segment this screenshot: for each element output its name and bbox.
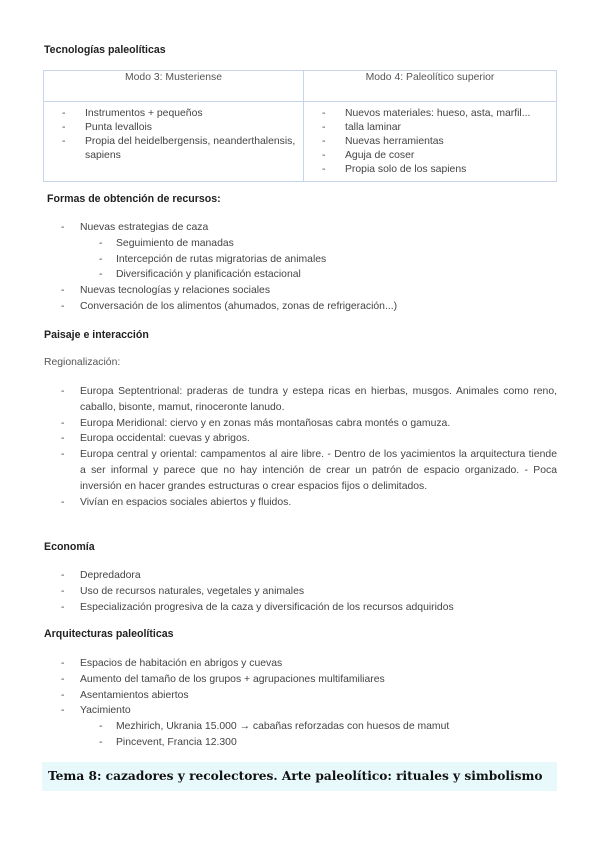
list-item: - Europa Meridional: ciervo y en zonas más montañosas cabra montés o gamuza.: [61, 417, 451, 429]
subheading-regionalizacion: Regionalización:: [44, 357, 121, 368]
table-cell-modo3: [44, 102, 304, 182]
next-topic-banner: Tema 8: cazadores y recolectores. Arte paleolítico: rituales y simbolismo: [42, 762, 557, 791]
list-item: - Propia del heidelbergensis, neanderthalensis, sapiens: [62, 136, 296, 161]
list-item: - Especialización progresiva de la caza y diversificación de los recursos adquiridos: [61, 601, 454, 613]
list-item: - Uso de recursos naturales, vegetales y animales: [61, 585, 305, 597]
heading-economia: Economía: [44, 541, 95, 553]
list-item: - Aguja de coser: [322, 150, 415, 161]
list-item: - Instrumentos + pequeños: [62, 108, 203, 119]
list-item: - Nuevas estrategias de caza: [61, 222, 209, 233]
list-formas: [44, 220, 557, 315]
table-header-modo3: Modo 3: Musteriense: [44, 71, 304, 102]
list-item: - Mezhirich, Ukrania 15.000 → cabañas reforzadas con huesos de mamut: [99, 721, 450, 733]
list-item: - Propia solo de los sapiens: [322, 164, 467, 175]
list-item: - Diversificación y planificación estacional: [99, 269, 301, 281]
list-item: - Depredadora: [61, 570, 141, 581]
list-item: - Europa central y oriental: campamentos al aire libre. - Dentro de los yacimientos la arquitectura tiende a ser informal y parece que no hay intención de crear un patrón de espacio organizado. - Poca inversión en hacer grandes estructuras o crear espacios fijos o delimitados.: [61, 449, 557, 492]
modes-table: [43, 70, 557, 182]
heading-formas: Formas de obtención de recursos:: [47, 193, 221, 205]
table-header-modo4: Modo 4: Paleolítico superior: [304, 71, 557, 102]
table-cell-modo4: [304, 102, 557, 182]
list-item: - Conversación de los alimentos (ahumados, zonas de refrigeración...): [61, 300, 398, 312]
list-economia: [44, 568, 557, 615]
list-paisaje: [44, 384, 557, 510]
list-item: - Europa occidental: cuevas y abrigos.: [61, 433, 250, 445]
list-arquitecturas: [44, 656, 557, 751]
list-item: - Nuevas herramientas: [322, 136, 444, 147]
list-item: - talla laminar: [322, 122, 402, 133]
list-item: - Vivían en espacios sociales abiertos y fluidos.: [61, 496, 292, 508]
list-item: - Intercepción de rutas migratorias de animales: [99, 253, 327, 265]
heading-tecnologias: Tecnologías paleolíticas: [44, 44, 166, 56]
list-item: - Seguimiento de manadas: [99, 237, 234, 249]
list-item: - Aumento del tamaño de los grupos + agrupaciones multifamiliares: [61, 673, 385, 685]
list-item: - Nuevos materiales: hueso, asta, marfil...: [322, 108, 531, 119]
list-item: - Espacios de habitación en abrigos y cuevas: [61, 658, 283, 669]
list-item: - Punta levallois: [62, 122, 153, 133]
heading-arquitecturas: Arquitecturas paleolíticas: [44, 628, 174, 640]
heading-paisaje: Paisaje e interacción: [44, 329, 149, 341]
list-item: - Asentamientos abiertos: [61, 689, 189, 701]
list-item: - Pincevent, Francia 12.300: [99, 736, 237, 748]
list-item: - Nuevas tecnologías y relaciones sociales: [61, 285, 271, 297]
list-item: - Europa Septentrional: praderas de tundra y estepa ricas en hierbas, musgos. Animales como reno, caballo, bisonte, mamut, rinoceronte lanudo.: [61, 386, 557, 413]
list-item: - Yacimiento: [61, 705, 131, 717]
